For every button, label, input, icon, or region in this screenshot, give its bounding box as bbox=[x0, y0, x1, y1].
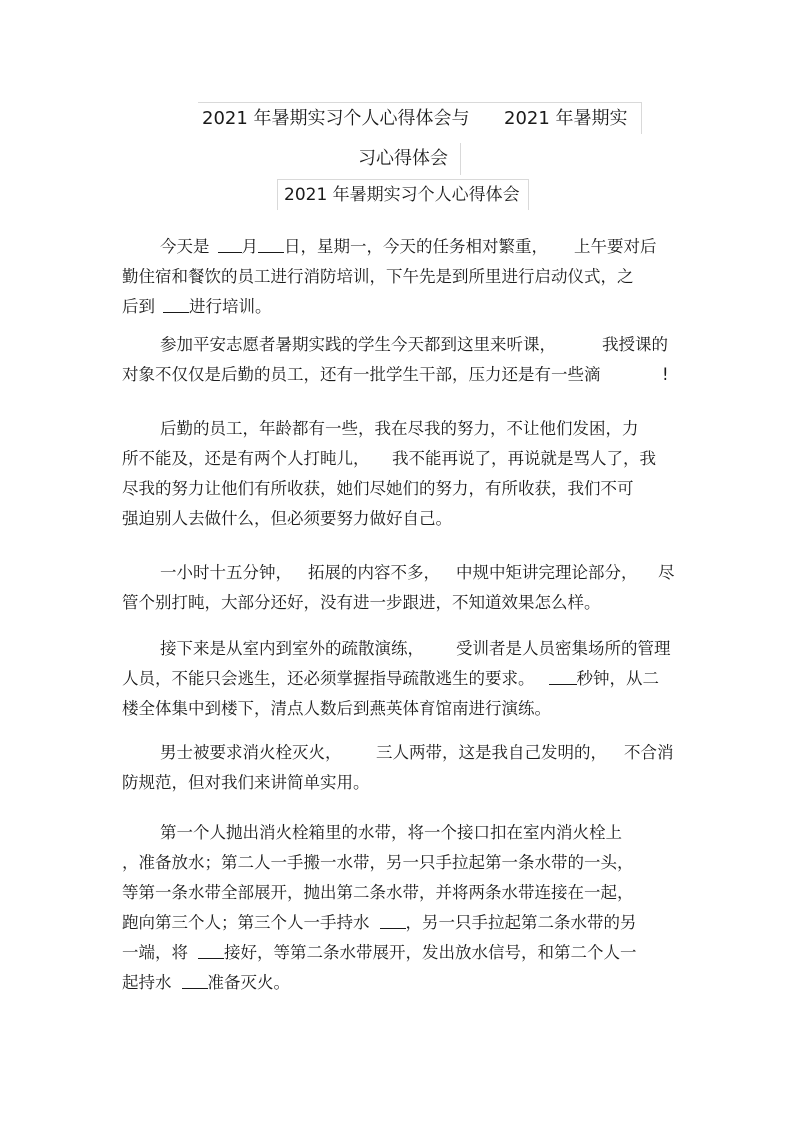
fill-blank bbox=[380, 910, 406, 929]
fill-blank bbox=[549, 666, 577, 685]
fill-blank bbox=[198, 940, 224, 959]
subtitle: 2021 年暑期实习个人心得体会 bbox=[277, 179, 529, 210]
text-line: 跑向第三个人；第三个人一手持水 ，另一只手拉起第二条水带的另 bbox=[122, 908, 682, 938]
paragraph-2 bbox=[122, 330, 682, 390]
paragraph-6 bbox=[122, 738, 682, 798]
fill-blank bbox=[258, 234, 284, 253]
paragraph-1 bbox=[122, 232, 682, 322]
text-line: 参加平安志愿者暑期实践的学生今天都到这里来听课， 我授课的 bbox=[160, 335, 668, 354]
text-line: 接下来是从室内到室外的疏散演练， 受训者是人员密集场所的管理 bbox=[160, 639, 671, 658]
text-line: 一小时十五分钟， 拓展的内容不多， 中规中矩讲完理论部分， 尽 bbox=[160, 563, 675, 582]
text-line: 所不能及，还是有两个人打盹儿， 我不能再说了，再说就是骂人了，我 bbox=[122, 449, 656, 468]
text-line: 一端，将 接好，等第二条水带展开，发出放水信号，和第二个人一 bbox=[122, 938, 682, 968]
text-line: 人员，不能只会逃生，还必须掌握指导疏散逃生的要求。 秒钟，从二 bbox=[122, 664, 682, 694]
title-part-1: 2021 年暑期实习个人心得体会与 bbox=[202, 108, 470, 129]
text-line: 今天是 月 日，星期一，今天的任务相对繁重， 上午要对后 bbox=[122, 232, 682, 262]
text-line: 尽我的努力让他们有所收获，她们尽她们的努力，有所收获，我们不可 bbox=[122, 479, 634, 498]
text-line: 对象不仅仅是后勤的员工，还有一批学生干部，压力还是有一些滴 ! bbox=[122, 365, 669, 384]
text-line: 强迫别人去做什么，但必须要努力做好自己。 bbox=[122, 509, 452, 528]
text-line: 楼全体集中到楼下，清点人数后到燕英体育馆南进行演练。 bbox=[122, 699, 551, 718]
text-line: 防规范，但对我们来讲简单实用。 bbox=[122, 773, 370, 792]
fill-blank bbox=[218, 234, 242, 253]
paragraph-4 bbox=[122, 558, 682, 618]
text-line: 后到 进行培训。 bbox=[122, 292, 682, 322]
text-line: 勤住宿和餐饮的员工进行消防培训，下午先是到所里进行启动仪式，之 bbox=[122, 267, 634, 286]
text-line: 第一个人抛出消火栓箱里的水带，将一个接口扣在室内消火栓上 bbox=[160, 823, 622, 842]
text-line: 起持水 准备灭火。 bbox=[122, 968, 682, 998]
fill-blank bbox=[163, 294, 189, 313]
text-line: 等第一条水带全部展开，抛出第二条水带，并将两条水带连接在一起， bbox=[122, 883, 634, 902]
text-line: 后勤的员工，年龄都有一些，我在尽我的努力，不让他们发困，力 bbox=[160, 419, 639, 438]
text-line: 管个别打盹，大部分还好，没有进一步跟进，不知道效果怎么样。 bbox=[122, 593, 601, 612]
paragraph-7 bbox=[122, 818, 682, 998]
title-part-2: 2021 年暑期实 bbox=[504, 108, 628, 129]
document-title bbox=[198, 102, 642, 134]
text-line: ，准备放水；第二人一手搬一水带，另一只手拉起第一条水带的一头， bbox=[122, 853, 634, 872]
title-line-2: 习心得体会 bbox=[358, 143, 461, 175]
text-line: 男士被要求消火栓灭火， 三人两带，这是我自己发明的， 不合消 bbox=[160, 743, 674, 762]
paragraph-3 bbox=[122, 414, 682, 534]
paragraph-5 bbox=[122, 634, 682, 724]
fill-blank bbox=[182, 970, 208, 989]
